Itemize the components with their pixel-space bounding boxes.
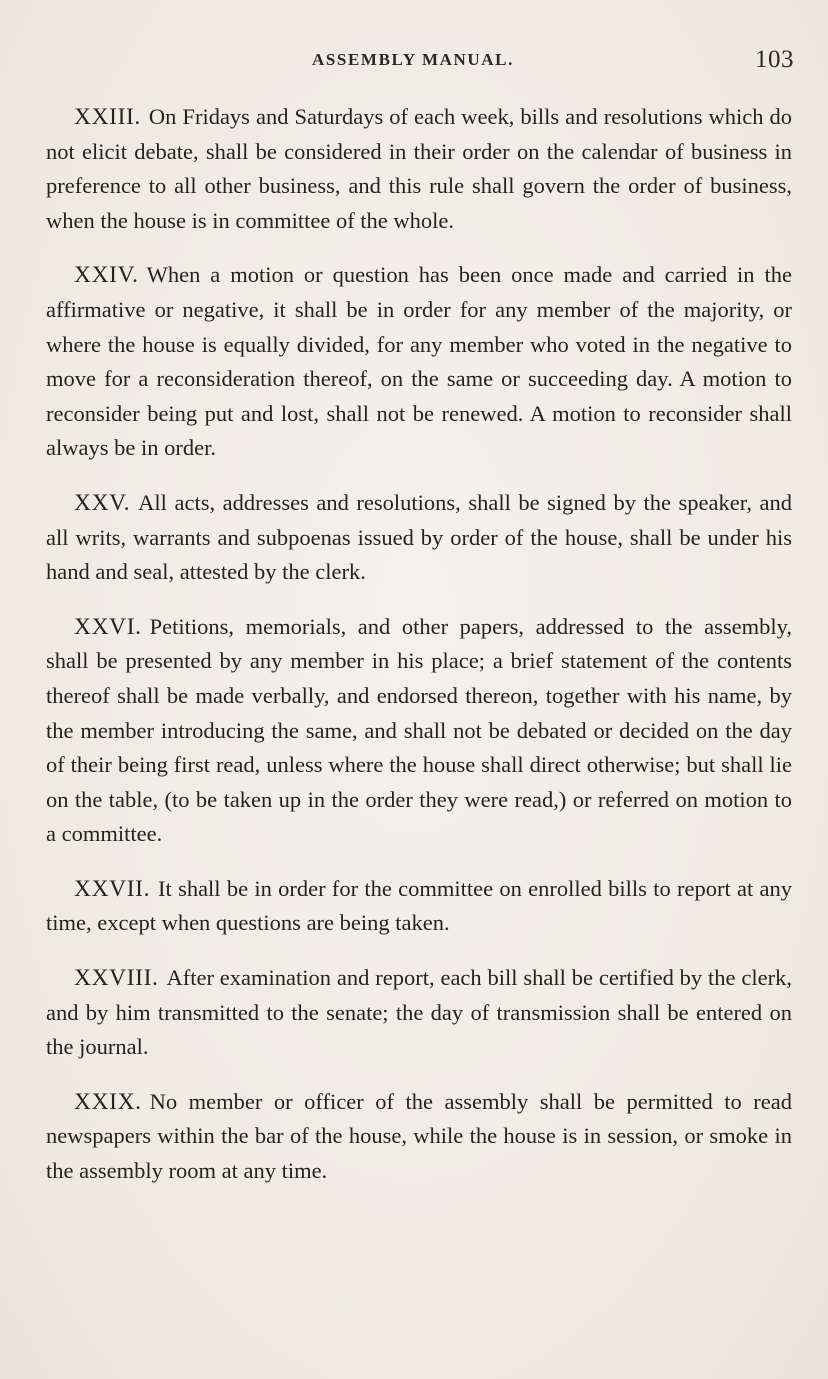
rule-xxiv [46,258,792,466]
rule-text: It shall be in order for the committee on enrolled bills to report at any time, except when questions are being taken. [46,875,792,936]
rule-text: When a motion or question has been once made and carried in the affirmative or negative, it shall be in order for any member of the majority, or where the house is equally divided, for any member who voted in the negative to move for a reconsideration thereof, on the same or succeeding day. A motion to reconsider being put and lost, shall not be renewed. A motion to reconsider shall always be in order. [46,262,792,461]
rule-numeral: XXVIII. [74,965,159,992]
rule-text: No member or officer of the assembly shall be permitted to read newspapers within the bar of the house, while the house is in session, or smoke in the assembly room at any time. [46,1088,792,1184]
rule-numeral: XXV. [74,489,131,516]
rules-text [46,100,792,1209]
rule-xxvi [46,610,792,852]
rule-xxv [46,486,792,590]
rule-numeral: XXIV. [74,262,139,289]
rule-xxix [46,1085,792,1189]
rule-numeral: XXIX. [74,1088,142,1115]
running-title: ASSEMBLY MANUAL. [312,50,514,69]
rule-xxviii [46,961,792,1065]
rule-text: On Fridays and Saturdays of each week, bills and resolutions which do not elicit debate, shall be considered in their order on the calendar of business in preference to all other business, and this rule shall govern the order of business, when the house is in committee of the whole. [46,104,792,233]
rule-text: All acts, addresses and resolutions, shall be signed by the speaker, and all writs, warrants and subpoenas issued by order of the house, shall be under his hand and seal, attested by the clerk. [46,489,792,585]
rule-numeral: XXVI. [74,613,142,640]
rule-numeral: XXVII. [74,875,151,902]
rule-text: Petitions, memorials, and other papers, addressed to the assembly, shall be presented by any member in his place; a brief statement of the contents thereof shall be made verbally, and endorsed thereon, together with his name, by the member introducing the same, and shall not be debated or decided on the day of their being first read, unless where the house shall direct otherwise; but shall lie on the table, (to be taken up in the order they were read,) or referred on motion to a committee. [46,613,792,847]
rule-numeral: XXIII. [74,104,141,130]
rule-xxvii [46,872,792,941]
rule-xxiii [46,100,792,238]
page-number: 103 [755,46,794,73]
rule-text: After examination and report, each bill shall be certified by the clerk, and by him transmitted to the senate; the day of transmission shall be entered on the journal. [46,965,792,1060]
running-head [0,46,828,76]
